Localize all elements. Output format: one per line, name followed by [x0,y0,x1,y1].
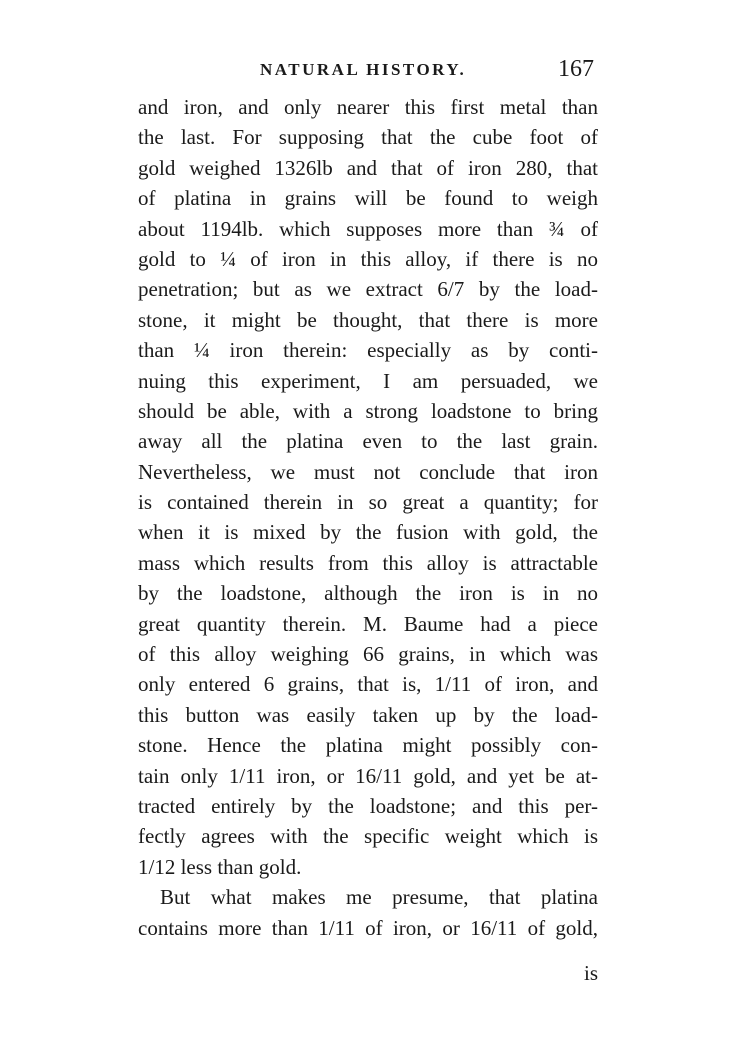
text-line: should be able, with a strong loadstone to bring [138,398,598,423]
text-line: stone. Hence the platina might possibly con- [138,733,598,758]
text-line: stone, it might be thought, that there is more [138,307,598,332]
page-number: 167 [558,56,594,82]
catchword: is [583,961,598,985]
text-line: of this alloy weighing 66 grains, in which was [138,642,598,667]
text-line: Nevertheless, we must not conclude that iron [138,459,598,484]
text-line: mass which results from this alloy is attractable [138,550,598,575]
text-line: is contained therein in so great a quantity; for [138,490,598,515]
text-line: by the loadstone, although the iron is in no [138,581,598,606]
text-line: of platina in grains will be found to weigh [138,186,598,211]
text-line: than ¼ iron therein: especially as by conti- [138,338,598,363]
text-line: only entered 6 grains, that is, 1/11 of iron, and [138,672,598,697]
text-line: the last. For supposing that the cube foot of [138,125,598,150]
text-line: nuing this experiment, I am persuaded, we [138,368,598,393]
text-line: tain only 1/11 iron, or 16/11 gold, and yet be at- [138,763,598,788]
text-line: when it is mixed by the fusion with gold, the [138,520,598,545]
text-line: great quantity therein. M. Baume had a piece [138,611,598,636]
text-line: gold to ¼ of iron in this alloy, if there is no [138,246,598,271]
text-line: penetration; but as we extract 6/7 by the load- [138,277,598,302]
paragraph-end-line: 1/12 less than gold. [138,854,302,879]
text-line: fectly agrees with the specific weight which is [138,824,598,849]
text-line: about 1194lb. which supposes more than ¾ of [138,216,598,241]
running-title: NATURAL HISTORY. [260,60,467,79]
text-line: tracted entirely by the loadstone; and this per- [138,793,598,818]
running-head [138,56,598,88]
text-line: away all the platina even to the last grain. [138,429,598,454]
body-text [138,92,598,943]
paragraph-start-line: But what makes me presume, that platina [160,885,598,910]
text-line: gold weighed 1326lb and that of iron 280, that [138,155,598,180]
text-line: this button was easily taken up by the load- [138,702,598,727]
text-line: contains more than 1/11 of iron, or 16/11 of gold, [138,915,598,940]
text-line: and iron, and only nearer this first metal than [138,95,598,119]
